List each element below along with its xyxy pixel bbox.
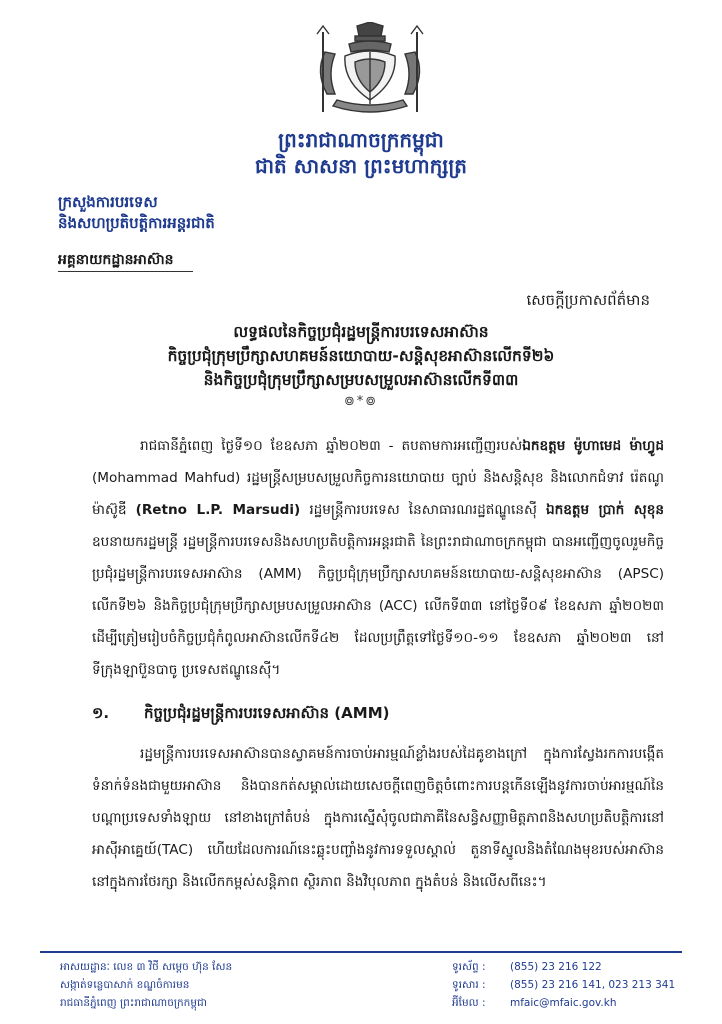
press-release-label: សេចក្តីប្រកាសព័ត៌មាន [526, 291, 650, 309]
footer-address [60, 958, 232, 1012]
phone-number: (855) 23 216 122 [510, 961, 602, 973]
amm-text: រដ្ឋមន្ត្រីការបរទេសអាស៊ានបានស្វាគមន៍ការចាប់អារម្មណ៍ខ្លាំងរបស់ដៃគូខាងក្រៅ ក្នុងការស្វែងរកការបង្កើតទំនាក់ទំនងជាមួយអាស៊ាន និងបានកត់សម្គាល់ដោយសេចក្តីពេញចិត្តចំពោះការបន្តកើនឡើងនូវការចាប់អារម្មណ៍នៃបណ្តាប្រទេសទាំងឡាយ នៅខាងក្រៅតំបន់ ក្នុងការស្នើសុំចូលជាភាគីនៃសន្ធិសញ្ញាមិត្តភាពនិងសហប្រតិបត្តិការនៅអាស៊ីអាគ្នេយ៍(TAC) ហើយដែលការណ៍នេះឆ្លុះបញ្ចាំងនូវការទទួលស្គាល់ តួនាទីស្នូលនិងតំណែងមុខរបស់អាស៊ាន នៅក្នុងការថែរក្សា និងលើកកម្ពស់សន្តិភាព ស្ថិរភាព និងវិបុលភាព ក្នុងតំបន់ និងលើសពីនេះ។ [92, 746, 664, 890]
email-label: អ៊ីមែល : [452, 997, 486, 1009]
email-link[interactable]: mfaic@mfaic.gov.kh [510, 997, 617, 1009]
royal-arms-emblem-icon [305, 22, 435, 120]
person-latin-mahfud: (Mohammad Mahfud) [92, 470, 241, 486]
department-name: អគ្គនាយកដ្ឋានអាស៊ាន [58, 252, 174, 268]
title-line2: កិច្ចប្រជុំក្រុមប្រឹក្សាសហគមន៍នយោបាយ-សន្តិសុខអាស៊ានលើកទី២៦ [167, 347, 555, 365]
paragraph-intro [92, 430, 664, 686]
title-line1: លទ្ធផលនៃកិច្ចប្រជុំរដ្ឋមន្ត្រីការបរទេសអាស៊ាន [233, 323, 489, 341]
section-title: កិច្ចប្រជុំរដ្ឋមន្ត្រីការបរទេសអាស៊ាន (AMM) [144, 704, 390, 722]
intro-text-b: រដ្ឋមន្ត្រីសម្របសម្រួលកិច្ចការនយោបាយ ច្បាប់ និងសន្តិសុខ និងលោកជំទាវ រ៉េតណូ ម៉ាស៊ូឌី [92, 470, 664, 518]
address-line3: រាជធានីភ្នំពេញ ព្រះរាជាណាចក្រកម្ពុជា [60, 997, 207, 1009]
address-line1: អាសយដ្ឋានៈ លេខ ៣ វិថី សម្តេច ហ៊ុន សែន [60, 961, 233, 973]
intro-text-c: រដ្ឋមន្ត្រីការបរទេស នៃសាធារណរដ្ឋឥណ្ឌូនេស៊ី [309, 502, 537, 518]
person-name-sokhonn: ឯកឧត្តម ប្រាក់ សុខុន [546, 502, 664, 518]
national-motto: ជាតិ សាសនា ព្រះមហាក្សត្រ [255, 154, 467, 178]
section-heading-amm [92, 702, 389, 724]
kingdom-name: ព្រះរាជាណាចក្រកម្ពុជា [278, 128, 444, 152]
title-line3: និងកិច្ចប្រជុំក្រុមប្រឹក្សាសម្របសម្រួលអាស៊ានលើកទី៣៣ [203, 371, 519, 389]
intro-text-a: រាជធានីភ្នំពេញ ថ្ងៃទី១០ ខែឧសភា ឆ្នាំ២០២៣ - តបតាមការអញ្ជើញរបស់ [140, 438, 523, 454]
person-latin-marsudi: (Retno L.P. Marsudi) [135, 502, 301, 518]
department-underline [58, 271, 193, 272]
fax-label: ទូរសារ : [452, 979, 486, 991]
person-name-mahfud: ឯកឧត្តម ម៉ូហាមេដ ម៉ាហ្វូដ [522, 438, 664, 454]
footer-divider [40, 951, 682, 953]
section-number: ១. [92, 704, 110, 722]
ministry-name-line1: ក្រសួងការបរទេស [58, 193, 158, 211]
fax-number: (855) 23 216 141, 023 213 341 [510, 979, 676, 991]
address-line2: សង្កាត់ទន្លេបាសាក់ ខណ្ឌចំការមន [60, 979, 190, 991]
footer-contact [452, 958, 675, 1012]
phone-label: ទូរស័ព្ទ : [452, 961, 486, 973]
ministry-name-line2: និងសហប្រតិបត្តិការអន្តរជាតិ [58, 214, 215, 232]
title-ornament: ៙*៙ [343, 394, 379, 409]
intro-text-d: ឧបនាយករដ្ឋមន្ត្រី រដ្ឋមន្ត្រីការបរទេសនិងសហប្រតិបត្តិការអន្តរជាតិ នៃព្រះរាជាណាចក្រកម្ពុជា បានអញ្ជើញចូលរួមកិច្ចប្រជុំរដ្ឋមន្ត្រីការបរទេសអាស៊ាន (AMM) កិច្ចប្រជុំក្រុមប្រឹក្សាសហគមន៍នយោបាយ-សន្តិសុខអាស៊ាន (APSC) លើកទី២៦ និងកិច្ចប្រជុំក្រុមប្រឹក្សាសម្របសម្រួលអាស៊ាន (ACC) លើកទី៣៣ នៅថ្ងៃទី០៩ ខែឧសភា ឆ្នាំ២០២៣ ដើម្បីត្រៀមរៀបចំកិច្ចប្រជុំកំពូលអាស៊ានលើកទី៤២ ដែលប្រព្រឹត្តទៅថ្ងៃទី១០-១១ ខែឧសភា ឆ្នាំ២០២៣ នៅទីក្រុងឡាប៊ួនបាចូ ប្រទេសឥណ្ឌូនេស៊ី។ [92, 534, 664, 678]
paragraph-amm [92, 738, 664, 898]
